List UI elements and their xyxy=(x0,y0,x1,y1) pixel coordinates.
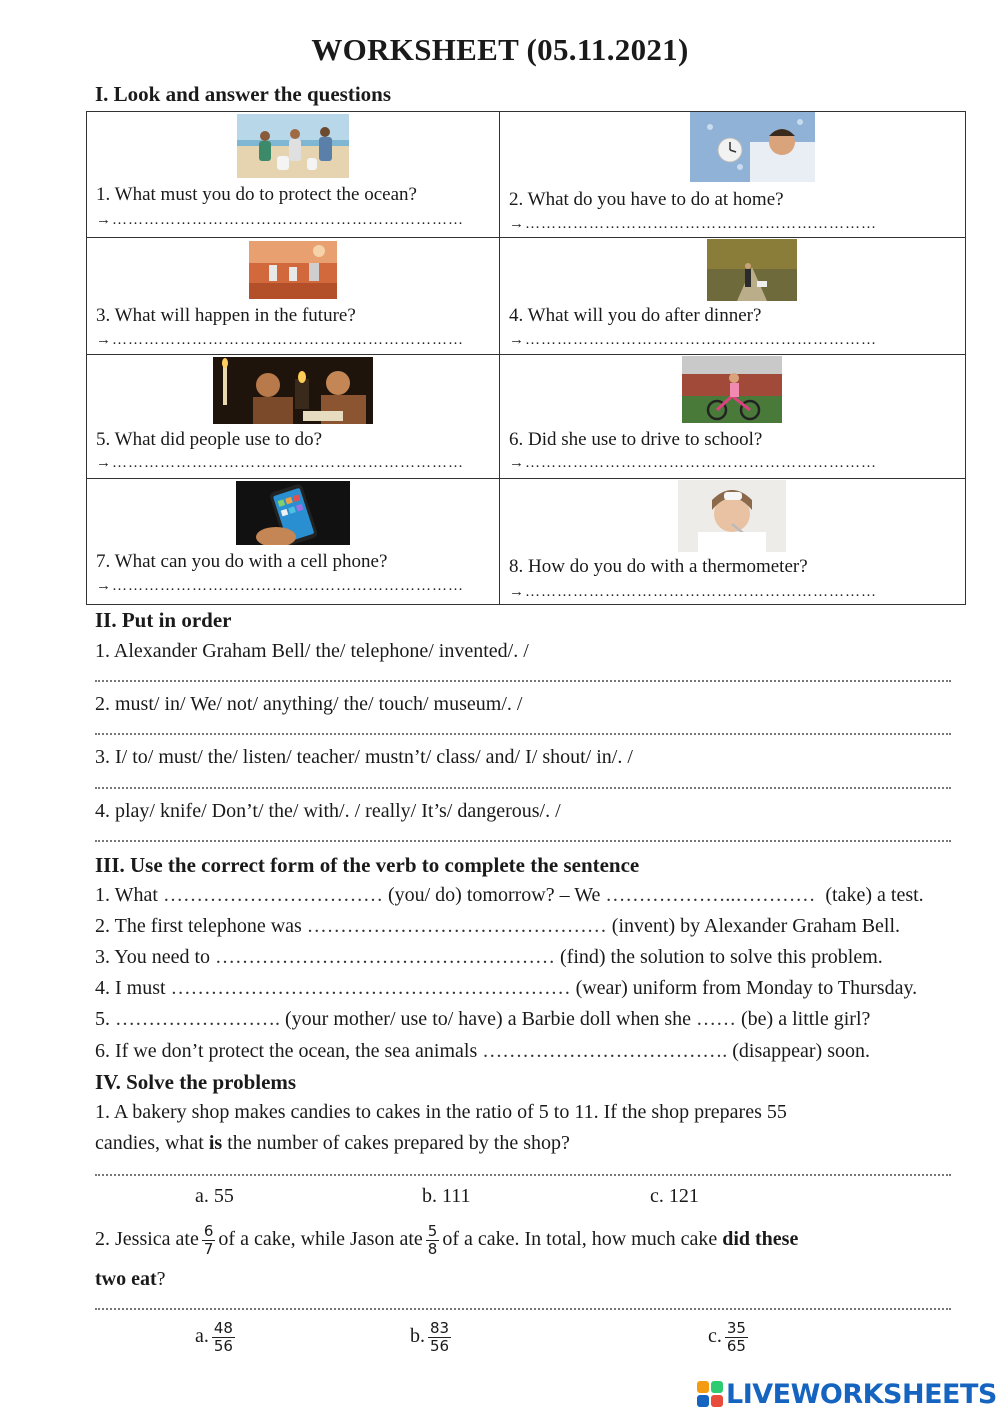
verb-sentence-3: 3. You need to …………………………………………… (find) the solution to solve this problem. xyxy=(95,946,883,968)
arrow-right-icon: → xyxy=(509,216,524,232)
verb-blank-6[interactable]: ………………………………. xyxy=(482,1040,728,1062)
verb-sentence-6: 6. If we don’t protect the ocean, the sea animals ………………………………. (disappear) soon. xyxy=(95,1040,870,1062)
order-answer-line-4[interactable] xyxy=(95,840,951,842)
answer-line-4[interactable]: →………………………………………………………… xyxy=(509,332,877,348)
question-1: 1. What must you do to protect the ocean? xyxy=(96,184,417,205)
problem-1-option-b[interactable]: b. 111 xyxy=(422,1185,471,1207)
order-sentence-4: 4. play/ knife/ Don’t/ the/ with/. / really/ It’s/ dangerous/. / xyxy=(95,800,561,822)
girl-bicycle-image xyxy=(682,356,782,423)
section-4-heading: IV. Solve the problems xyxy=(95,1070,297,1094)
section-3-heading: III. Use the correct form of the verb to complete the sentence xyxy=(95,853,640,877)
problem-2-line-2: two eat? xyxy=(95,1268,166,1290)
beach-cleanup-image xyxy=(237,114,349,178)
questions-table xyxy=(86,111,966,605)
problem-1-option-c[interactable]: c. 121 xyxy=(650,1185,699,1207)
arrow-right-icon: → xyxy=(96,212,111,228)
liveworksheets-logo-text: LIVEWORKSHEETS xyxy=(726,1378,997,1410)
verb-blank-1b[interactable]: ………………..………… xyxy=(605,884,816,906)
verb-blank-5b[interactable]: …… xyxy=(696,1008,736,1030)
cell-phone-image xyxy=(236,481,350,545)
answer-line-5[interactable]: →………………………………………………………… xyxy=(96,455,464,471)
question-3: 3. What will happen in the future? xyxy=(96,305,356,326)
fraction-5-8: $\frac{5}{8}$ xyxy=(427,1221,438,1258)
answer-line-7[interactable]: →………………………………………………………… xyxy=(96,578,464,594)
order-answer-line-2[interactable] xyxy=(95,733,951,735)
problem-2-answer-line[interactable] xyxy=(95,1308,951,1310)
arrow-right-icon: → xyxy=(96,332,111,348)
problem-1-option-a[interactable]: a. 55 xyxy=(195,1185,234,1207)
fraction-6-7: $\frac{6}{7}$ xyxy=(203,1221,214,1258)
verb-blank-2[interactable]: ……………………………………… xyxy=(306,915,607,937)
sleeping-boy-alarm-image xyxy=(690,112,815,182)
order-answer-line-3[interactable] xyxy=(95,787,951,789)
problem-2-option-c[interactable]: c. $\frac{35}{65}$ xyxy=(708,1319,746,1355)
answer-line-2[interactable]: →………………………………………………………… xyxy=(509,216,877,232)
answer-line-3[interactable]: →………………………………………………………… xyxy=(96,332,464,348)
arrow-right-icon: → xyxy=(96,455,111,471)
liveworksheets-logo-icon xyxy=(697,1381,723,1407)
question-5: 5. What did people use to do? xyxy=(96,429,323,450)
walking-dog-image xyxy=(707,239,797,301)
question-7: 7. What can you do with a cell phone? xyxy=(96,551,388,572)
answer-line-6[interactable]: →………………………………………………………… xyxy=(509,455,877,471)
verb-blank-5a[interactable]: ……………………. xyxy=(115,1008,280,1030)
question-4: 4. What will you do after dinner? xyxy=(509,305,762,326)
verb-blank-4[interactable]: …………………………………………………… xyxy=(170,977,571,999)
liveworksheets-logo[interactable] xyxy=(697,1378,997,1410)
verb-sentence-4: 4. I must …………………………………………………… (wear) uniform from Monday to Thursday. xyxy=(95,977,918,999)
order-sentence-3: 3. I/ to/ must/ the/ listen/ teacher/ mustn’t/ class/ and/ I/ shout/ in/. / xyxy=(95,746,633,768)
problem-1-line-1: 1. A bakery shop makes candies to cakes in the ratio of 5 to 11. If the shop prepares 55 xyxy=(95,1101,787,1123)
order-sentence-2: 2. must/ in/ We/ not/ anything/ the/ touch/ museum/. / xyxy=(95,693,523,715)
arrow-right-icon: → xyxy=(96,578,111,594)
arrow-right-icon: → xyxy=(509,332,524,348)
order-sentence-1: 1. Alexander Graham Bell/ the/ telephone/ invented/. / xyxy=(95,640,529,662)
verb-blank-3[interactable]: …………………………………………… xyxy=(215,946,556,968)
problem-1-line-2: candies, what is the number of cakes prepared by the shop? xyxy=(95,1132,570,1154)
section-2-heading: II. Put in order xyxy=(95,608,232,632)
candlelight-reading-image xyxy=(213,357,373,424)
problem-2-option-a[interactable]: a. $\frac{48}{56}$ xyxy=(195,1319,233,1355)
verb-blank-1a[interactable]: …………………………… xyxy=(162,884,383,906)
verb-sentence-1: 1. What …………………………… (you/ do) tomorrow? – We ………………..………… (take) a test. xyxy=(95,884,924,906)
question-6: 6. Did she use to drive to school? xyxy=(509,429,763,450)
verb-sentence-5: 5. ……………………. (your mother/ use to/ have) a Barbie doll when she …… (be) a little girl? xyxy=(95,1008,871,1030)
mars-astronauts-image xyxy=(249,241,337,299)
answer-line-1[interactable]: →………………………………………………………… xyxy=(96,212,464,228)
thermometer-child-image xyxy=(678,480,786,552)
problem-1-answer-line[interactable] xyxy=(95,1174,951,1176)
order-answer-line-1[interactable] xyxy=(95,680,951,682)
answer-line-8[interactable]: →………………………………………………………… xyxy=(509,584,877,600)
problem-2-line-1: 2. Jessica ate $\frac{6}{7}$ of a cake, while Jason ate $\frac{5}{8}$ of a cake. In total, how much cake did these xyxy=(95,1221,799,1258)
question-2: 2. What do you have to do at home? xyxy=(509,189,784,210)
arrow-right-icon: → xyxy=(509,584,524,600)
verb-sentence-2: 2. The first telephone was ……………………………………… (invent) by Alexander Graham Bell. xyxy=(95,915,901,937)
arrow-right-icon: → xyxy=(509,455,524,471)
section-1-heading: I. Look and answer the questions xyxy=(95,82,392,106)
page-title: WORKSHEET (05.11.2021) xyxy=(311,32,689,67)
question-8: 8. How do you do with a thermometer? xyxy=(509,556,808,577)
problem-2-option-b[interactable]: b. $\frac{83}{56}$ xyxy=(410,1319,450,1355)
